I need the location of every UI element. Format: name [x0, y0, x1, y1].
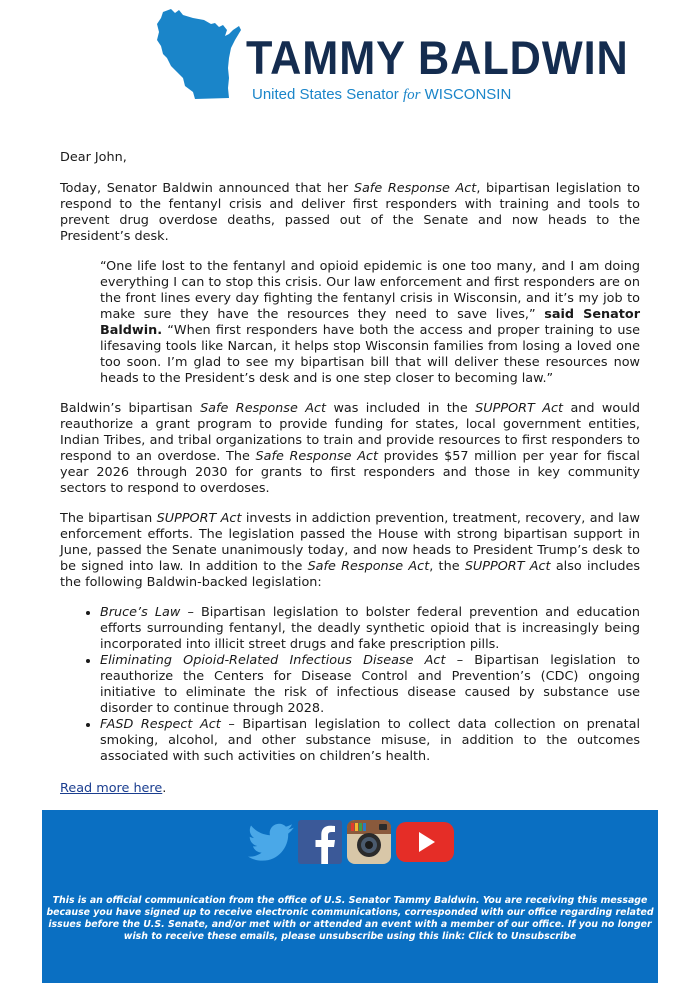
header [0, 0, 700, 120]
legislation-list [60, 605, 640, 765]
list-item: • Bruce’s Law – Bipartisan legislation to bolster federal prevention and education efforts surrounding fentanyl, the deadly synthetic opioid that is increasingly being incorporated into illicit street drugs and fake prescription pills. [100, 605, 640, 653]
subtitle-for: for [402, 87, 421, 103]
wisconsin-map-icon [149, 6, 249, 102]
subtitle-text: United States Senator [252, 86, 403, 103]
footer [42, 810, 658, 983]
list-item: • Eliminating Opioid-Related Infectious Disease Act – Bipartisan legislation to reauthorize the Centers for Disease Control and Prevention’s (CDC) ongoing initiative to eliminate the risk of infectious disease caused by substance use disorder to continue through 2028. [100, 653, 640, 717]
brand-subtitle [252, 86, 511, 104]
paragraph-support-act: The bipartisan SUPPORT Act invests in addiction prevention, treatment, recovery, and law enforcement efforts. The legislation passed the House with strong bipartisan support in June, passed the Senate unanimously today, and now heads to President Trump’s desk to be signed into law. In addition to the Safe Response Act, the SUPPORT Act also includes the following Baldwin-backed legislation: [60, 511, 640, 590]
paragraph-intro: Today, Senator Baldwin announced that her Safe Response Act, bipartisan legislation to respond to the fentanyl crisis and deliver first responders with training and tools to prevent drug overdose deaths, passed out of the Senate and now heads to the President’s desk. [60, 181, 640, 244]
footer-disclaimer: This is an official communication from the office of U.S. Senator Tammy Baldwin. You are receiving this message because you have signed up to receive electronic communications, corresponded with our office regarding related issues before the U.S. Senate, and/or met with or attended an event with a member of our office. If you no longer wish to receive these emails, please unsubscribe using this link: Click to Unsubscribe [46, 895, 654, 942]
read-more: Read more here. [60, 781, 167, 796]
twitter-icon[interactable] [248, 820, 294, 864]
list-item: • FASD Respect Act – Bipartisan legislation to collect data collection on prenatal smoking, alcohol, and other substance misuse, in addition to the outcomes associated with such activities on children’s health. [100, 717, 640, 765]
greeting: Dear John, [60, 150, 127, 165]
paragraph-safe-response: Baldwin’s bipartisan Safe Response Act was included in the SUPPORT Act and would reauthorize a grant program to provide funding for states, local government entities, Indian Tribes, and tribal organizations to train and provide resources to first responders to respond to an overdose. The Safe Response Act provides $57 million per year for fiscal year 2026 through 2030 for grants to first responders and those in key community sectors to respond to overdoses. [60, 401, 641, 496]
youtube-icon[interactable] [396, 820, 454, 864]
quote: “One life lost to the fentanyl and opioid epidemic is one too many, and I am doing everything I can to stop this crisis. Our law enforcement and first responders are on the front lines every day fighting the fentanyl crisis in Wisconsin, and it’s my job to make sure they have the resources they need to save lives,” said Senator Baldwin. “When first responders have both the access and proper training to use lifesaving tools like Narcan, it helps stop Wisconsin families from losing a loved one too soon. I’m glad to see my bipartisan bill that will deliver these resources now heads to the President’s desk and is one step closer to becoming law.” [100, 259, 641, 386]
instagram-icon[interactable] [347, 820, 391, 864]
subtitle-state: WISCONSIN [420, 86, 512, 103]
facebook-icon[interactable] [298, 820, 342, 864]
letter-body [60, 150, 640, 811]
brand-name: TAMMY BALDWIN [246, 31, 629, 84]
read-more-link[interactable]: Read more here [60, 781, 163, 796]
